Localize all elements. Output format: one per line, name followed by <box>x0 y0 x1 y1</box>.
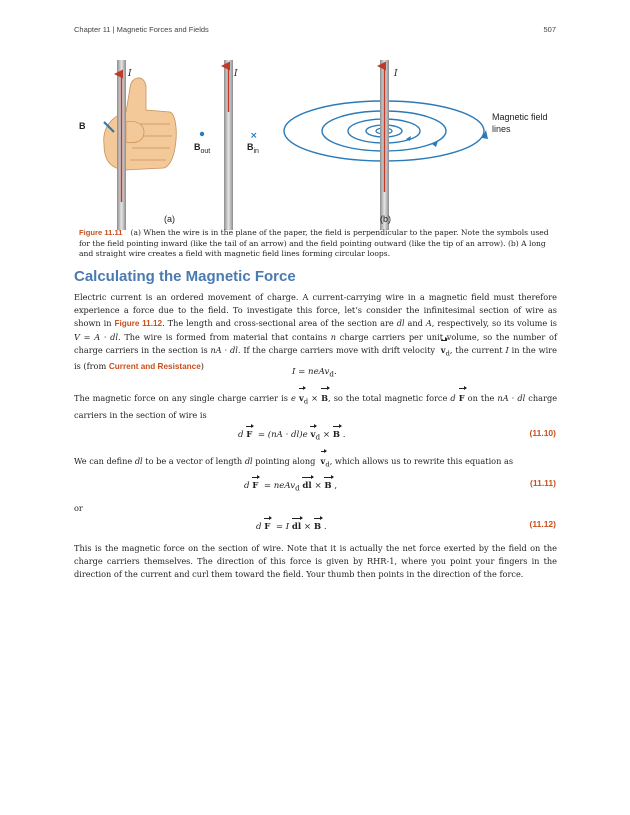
b-in-cross-icon: × <box>250 131 258 141</box>
panel-b-field-lines <box>284 60 548 230</box>
hand-thumb-overlap <box>126 121 144 142</box>
running-header: Chapter 11 | Magnetic Forces and Fields <box>74 25 209 34</box>
field-lines-label-2: lines <box>492 124 511 134</box>
panel-b-label: (b) <box>380 214 391 224</box>
equation-number-11-12: (11.12) <box>529 519 556 529</box>
b-out-label: $B_{out}$ <box>194 142 211 155</box>
equation-number-11-10: (11.10) <box>529 428 556 438</box>
equation-11-10: d F = (nA · dl)e $v_d \times B$ . <box>238 430 346 442</box>
field-lines-label-1: Magnetic field <box>492 112 548 122</box>
current-label-b: I <box>394 69 398 79</box>
equation-current: I = neAv$_d$. <box>292 367 337 379</box>
figure-caption <box>79 228 549 260</box>
panel-a-field-symbols <box>194 60 259 230</box>
panel-a-wire-with-hand <box>79 60 176 230</box>
b-in-label: $B_{in}$ <box>247 142 259 155</box>
drift-velocity-vector: v <box>440 344 446 355</box>
page-number: 507 <box>543 25 556 34</box>
current-label-a2: I <box>234 69 238 79</box>
equation-11-11: d F = neAv$_d$ dl × B , <box>244 481 338 493</box>
b-out-dot-icon <box>200 132 204 136</box>
figure-label: Figure 11.11 <box>79 228 123 237</box>
figure-11-11 <box>74 52 554 232</box>
equation-11-12: d F = I dl × B . <box>256 522 327 532</box>
current-label-a: I <box>128 69 132 79</box>
or-text: or <box>74 503 83 513</box>
caption-text: (a) When the wire is in the plane of the paper, the field is perpendicular to the paper. Note the symbols used for the field pointing inward (like the tail of an arrow) and the field pointing outward (like the tip of an arrow). (b) A long and straight wire creates a field with magnetic field lines forming circular loops. <box>79 228 549 259</box>
equation-number-11-11: (11.11) <box>530 478 556 488</box>
link-figure-11-12[interactable]: Figure 11.12 <box>114 318 163 328</box>
paragraph-4: This is the magnetic force on the section of wire. Note that it is actually the net force exerted by the field on the charge carriers themselves. The direction of this force is given by RHR-1, where you point your fingers in the direction of the current and curl them toward the field. Your thumb then points in the direction of the force. <box>74 543 557 579</box>
paragraph-2: The magnetic force on any single charge carrier is e $v_d \times B$, so the total magnetic force d F on the nA · dl charge carriers in the section of wire is <box>74 393 558 420</box>
b-label-a: B <box>79 121 86 131</box>
panel-a-label: (a) <box>164 214 175 224</box>
section-heading: Calculating the Magnetic Force <box>74 268 296 285</box>
paragraph-3: We can define dl to be a vector of length dl pointing along $v_d$, which allows us to rewrite this equation as <box>74 456 514 469</box>
link-current-and-resistance[interactable]: Current and Resistance <box>108 362 201 372</box>
paragraph-1: Electric current is an ordered movement of charge. A current-carrying wire in a magnetic field must therefore experience a force due to the field. To investigate this force, let’s consider the infinitesimal section of wire as shown in Figure 11.12. The length and cross-sectional area of the section are dl and A, respectively, so its volume is V = A · dl. The wire is formed from material that contains n charge carriers per unit volume, so the number of charge carriers in the section is nA · dl. If the charge carriers move with drift velocity $v_d$, the current I in the wire is (from Current and Resistance) <box>74 292 558 372</box>
